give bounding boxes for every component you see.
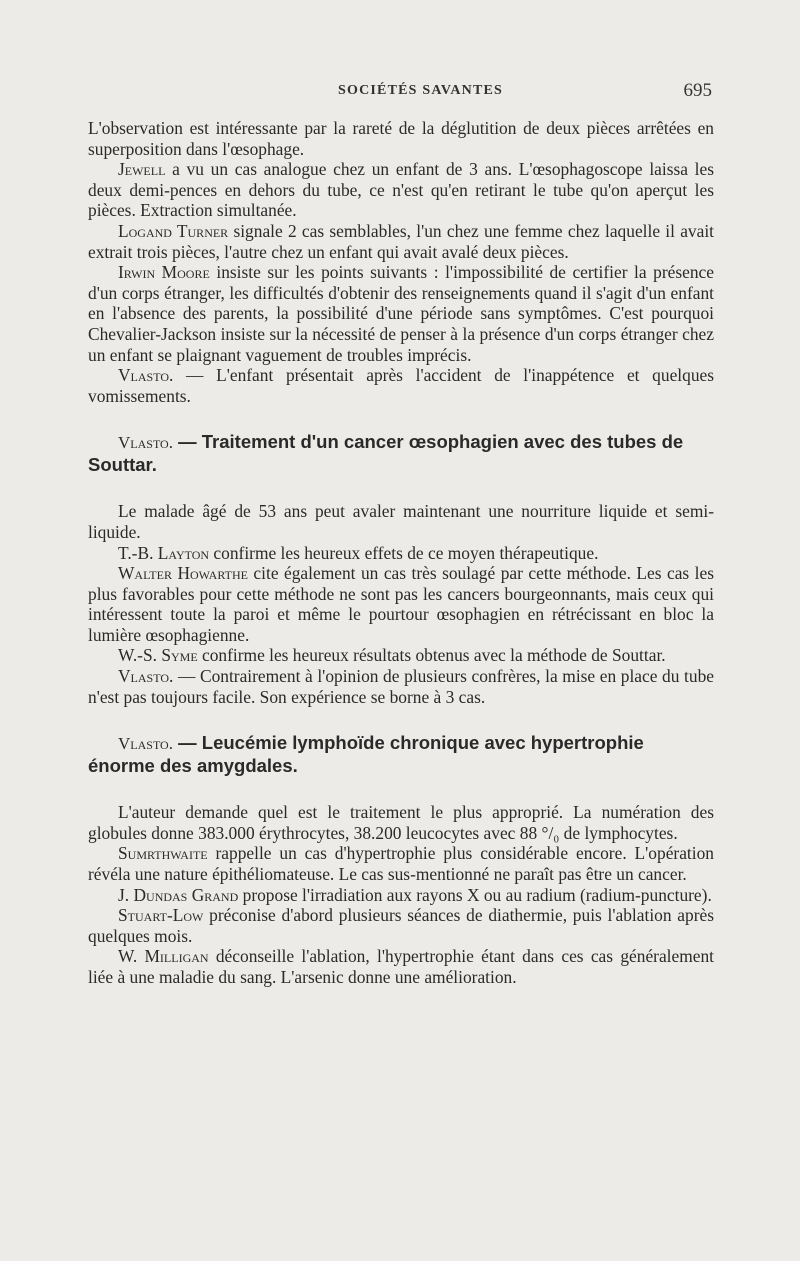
author-name: J. Dundas Grand <box>118 884 239 905</box>
paragraph-text: — Contrairement à l'opinion de plusieurs confrères, la mise en place du tube n'est pas toujours facile. Son expérience se borne à 3 cas. <box>88 666 714 707</box>
author-name: Irwin Moore <box>118 262 210 283</box>
page-number: 695 <box>683 80 712 101</box>
title-dash: — <box>172 732 202 754</box>
paragraph <box>88 666 714 707</box>
author-name: Logand Turner <box>118 220 229 241</box>
paragraph-text: rappelle un cas d'hypertrophie plus considérable encore. L'opération révéla une nature épithéliomateuse. Le cas sus-mentionné ne paraît pas être un cancer. <box>88 843 714 885</box>
paragraph <box>88 946 714 987</box>
paragraph <box>88 802 714 843</box>
paragraph-text: a vu un cas analogue chez un enfant de 3 ans. L'œsophagoscope laissa les deux demi-pences en dehors du tube, ce n'est qu'en retirant le tube qu'on aperçut les pièces. Extraction simultanée. <box>88 159 714 221</box>
paragraph <box>88 159 714 221</box>
paragraph-text: cite également un cas très soulagé par cette méthode. Les cas les plus favorables pour cette méthode ne sont pas les cancers bourgeonnants, mais ceux qui intéressent toute la paroi et même le pourtour œsophagien en rétrécissant en bloc la lumière œsophagienne. <box>88 563 714 645</box>
author-name: Vlasto. <box>118 666 174 687</box>
author-name: Walter Howarthe <box>118 563 248 584</box>
paragraph <box>88 885 714 906</box>
author-name: Vlasto. <box>118 734 173 754</box>
paragraph <box>88 262 714 365</box>
author-name: Vlasto. <box>118 365 174 386</box>
section-title <box>88 431 714 476</box>
author-name: Jewell <box>118 159 166 180</box>
running-head: SOCIÉTÉS SAVANTES <box>338 83 504 98</box>
paragraph-text: signale 2 cas semblables, l'un chez une femme chez laquelle il avait extrait trois pièces, l'autre chez un enfant qui avait avalé deux pièces. <box>88 220 715 262</box>
paragraph-text: confirme les heureux résultats obtenus avec la méthode de Souttar. <box>197 645 666 666</box>
author-name: W. Milligan <box>118 946 209 967</box>
section-title-text: Traitement d'un cancer œsophagien avec des tubes de Souttar. <box>88 431 684 476</box>
paragraph <box>88 905 714 946</box>
section-heading <box>88 431 714 476</box>
paragraph-text: déconseille l'ablation, l'hypertrophie étant dans ces cas généralement liée à une maladie du sang. L'arsenic donne une amélioration. <box>88 946 714 987</box>
paragraph <box>88 365 714 406</box>
paragraph-text: préconise d'abord plusieurs séances de diathermie, puis l'ablation après quelques mois. <box>88 905 714 946</box>
paragraph <box>88 118 714 159</box>
paragraph-text: propose l'irradiation aux rayons X ou au radium (radium-puncture). <box>238 884 712 905</box>
page-body <box>88 118 714 988</box>
paragraph <box>88 501 714 542</box>
paragraph <box>88 543 714 564</box>
author-name: Sumrthwaite <box>118 843 208 864</box>
page-header <box>88 80 712 104</box>
author-name: W.-S. Syme <box>118 645 198 666</box>
paragraph-text: L'observation est intéressante par la rareté de la déglutition de deux pièces arrêtées en superposition dans l'œsophage. <box>88 118 714 159</box>
paragraph-text: insiste sur les points suivants : l'impossibilité de certifier la présence d'un corps étranger, les difficultés d'obtenir des renseignements quand il s'agit d'un enfant en l'absence des parents, la possibilité d'une période sans symptômes. C'est pourquoi Chevalier-Jackson insiste sur la nécessité de penser à la présence d'un corps étranger chez un enfant se plaignant vaguement de troubles imprécis. <box>88 262 714 365</box>
paragraph <box>88 563 714 645</box>
author-name: Vlasto. <box>118 433 173 453</box>
paragraph-text: confirme les heureux effets de ce moyen thérapeutique. <box>209 542 599 563</box>
paragraph-text: L'auteur demande quel est le traitement le plus approprié. La numération des globules donne 383.000 érythrocytes, 38.200 leucocytes avec 88 °/₀ de lymphocytes. <box>88 802 714 843</box>
paragraph-text: Le malade âgé de 53 ans peut avaler maintenant une nourriture liquide et semi-liquide. <box>88 501 714 542</box>
section-title <box>88 732 714 777</box>
section-title-text: Leucémie lymphoïde chronique avec hypertrophie énorme des amygdales. <box>88 732 644 777</box>
paragraph-text: — L'enfant présentait après l'accident de l'inappétence et quelques vomissements. <box>88 365 714 406</box>
paragraph <box>88 843 714 884</box>
title-dash: — <box>172 431 202 453</box>
section-heading <box>88 732 714 777</box>
author-name: T.-B. Layton <box>118 542 210 563</box>
author-name: Stuart-Low <box>118 905 204 926</box>
paragraph <box>88 645 714 666</box>
paragraph <box>88 221 714 262</box>
